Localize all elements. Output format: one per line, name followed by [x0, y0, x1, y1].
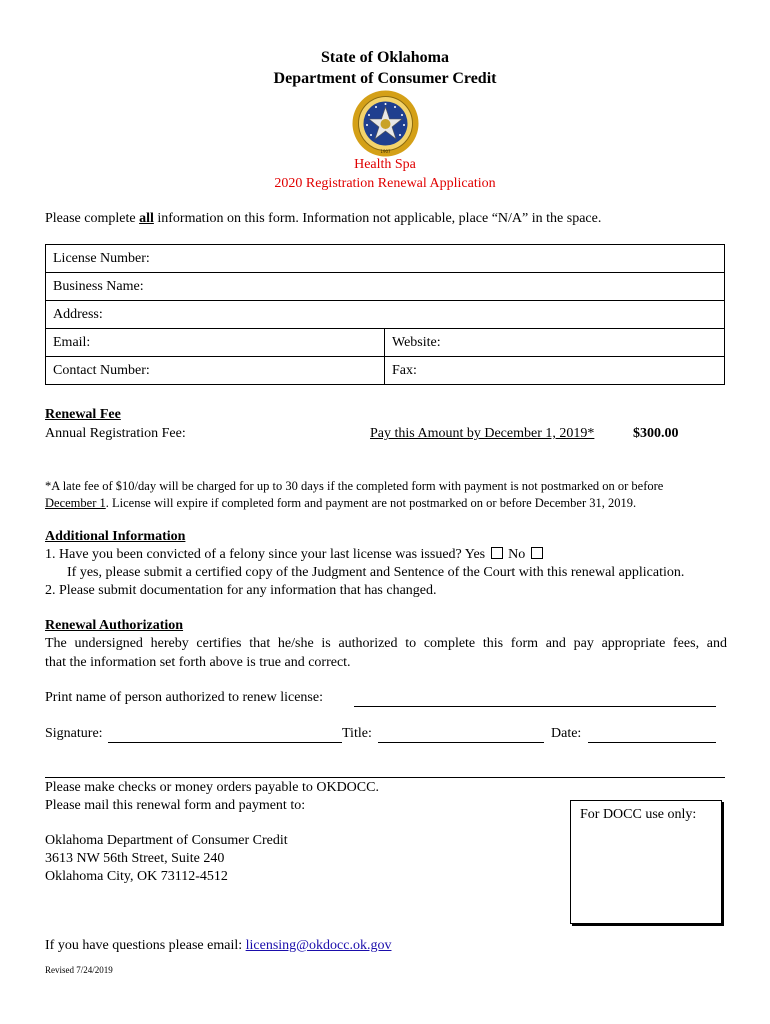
late-fee-note-line-2: [45, 496, 636, 511]
mail-to-text: Please mail this renewal form and payment to:: [45, 798, 306, 813]
address-org: Oklahoma Department of Consumer Credit: [45, 833, 288, 848]
instructions: [45, 211, 601, 227]
business-name-field[interactable]: Business Name:: [46, 273, 725, 301]
department-title: Department of Consumer Credit: [273, 70, 497, 87]
form-title: 2020 Registration Renewal Application: [274, 176, 496, 191]
questions-text: If you have questions please email:: [45, 938, 246, 953]
documentation-note: 2. Please submit documentation for any information that has changed.: [45, 583, 437, 598]
no-checkbox[interactable]: [531, 547, 543, 559]
applicant-info-table: [45, 244, 725, 385]
email-field[interactable]: Email:: [46, 329, 385, 357]
felony-detail: If yes, please submit a certified copy of the Judgment and Sentence of the Court with this renewal application.: [67, 565, 685, 580]
instructions-emphasis: all: [139, 211, 154, 226]
late-fee-note-line-1: *A late fee of $10/day will be charged for up to 30 days if the completed form with payment is not postmarked on or before: [45, 479, 664, 493]
instructions-text-end: information on this form. Information not applicable, place “N/A” in the space.: [153, 211, 602, 226]
fee-amount: $300.00: [633, 426, 679, 441]
address-field[interactable]: Address:: [46, 301, 725, 329]
docc-use-only-label: For DOCC use only:: [580, 807, 697, 822]
oklahoma-seal-logo: [352, 90, 419, 157]
felony-question-text: 1. Have you been convicted of a felony since your last license was issued? Yes: [45, 547, 486, 562]
late-fee-date: December 1: [45, 496, 106, 510]
print-name-label: Print name of person authorized to renew license:: [45, 690, 323, 705]
yes-checkbox[interactable]: [491, 547, 503, 559]
revised-date: Revised 7/24/2019: [45, 965, 113, 975]
checks-payable-text: Please make checks or money orders payable to OKDOCC.: [45, 780, 379, 795]
signature-label: Signature:: [45, 726, 103, 741]
instructions-text: Please complete: [45, 211, 140, 226]
date-line[interactable]: [588, 742, 716, 743]
renewal-fee-heading: Renewal Fee: [45, 407, 121, 422]
contact-email-link[interactable]: licensing@okdocc.ok.gov: [245, 938, 392, 953]
title-line[interactable]: [378, 742, 544, 743]
pay-by-date: Pay this Amount by December 1, 2019*: [370, 426, 595, 441]
website-field[interactable]: Website:: [385, 329, 725, 357]
fax-field[interactable]: Fax:: [385, 357, 725, 385]
docc-use-only-box: [570, 800, 722, 924]
address-city: Oklahoma City, OK 73112-4512: [45, 869, 228, 884]
date-label: Date:: [551, 726, 582, 741]
address-street: 3613 NW 56th Street, Suite 240: [45, 851, 225, 866]
authorization-text-line-1: The undersigned hereby certifies that he/she is authorized to complete this form and pay appropriate fees, and: [45, 636, 727, 651]
authorization-heading: Renewal Authorization: [45, 618, 184, 633]
felony-question: [45, 547, 545, 563]
annual-fee-label: Annual Registration Fee:: [45, 426, 186, 441]
signature-line[interactable]: [108, 742, 342, 743]
print-name-line[interactable]: [354, 706, 716, 707]
svg-text:1907: 1907: [380, 149, 391, 154]
license-number-field[interactable]: License Number:: [46, 245, 725, 273]
contact-number-field[interactable]: Contact Number:: [46, 357, 385, 385]
form-type: Health Spa: [354, 157, 416, 172]
late-fee-note-end: . License will expire if completed form and payment are not postmarked on or before December 31, 2019.: [105, 496, 637, 510]
title-label: Title:: [342, 726, 372, 741]
section-divider: [45, 777, 725, 778]
no-label: No: [508, 547, 526, 562]
authorization-text-line-2: that the information set forth above is true and correct.: [45, 655, 351, 670]
state-title: State of Oklahoma: [321, 49, 449, 66]
additional-info-heading: Additional Information: [45, 529, 186, 544]
questions-contact: [45, 938, 391, 954]
